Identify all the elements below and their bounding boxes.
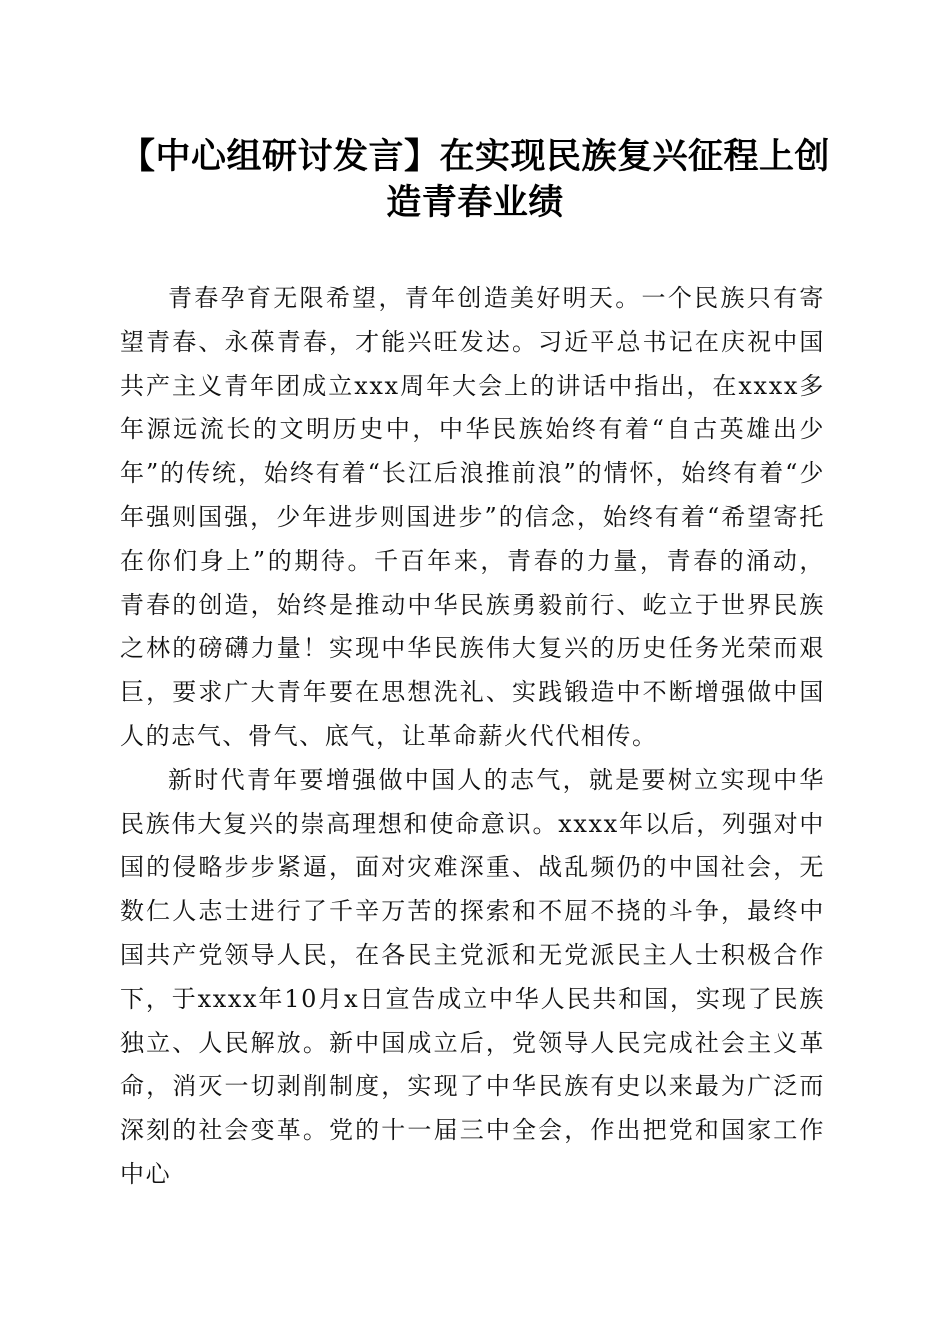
paragraph-1: 青春孕育无限希望，青年创造美好明天。一个民族只有寄望青春、永葆青春，才能兴旺发达。习近平总书记在庆祝中国共产主义青年团成立xxx周年大会上的讲话中指出，在xxxx多年源远流长的文明历史中，中华民族始终有着“自古英雄出少年”的传统，始终有着“长江后浪推前浪”的情怀，始终有着“少年强则国强，少年进步则国进步”的信念，始终有着“希望寄托在你们身上”的期待。千百年来，青春的力量，青春的涌动，青春的创造，始终是推动中华民族勇毅前行、屹立于世界民族之林的磅礴力量！实现中华民族伟大复兴的历史任务光荣而艰巨，要求广大青年要在思想洗礼、实践锻造中不断增强做中国人的志气、骨气、底气，让革命薪火代代相传。 <box>120 284 825 750</box>
document-title: 【中心组研讨发言】在实现民族复兴征程上创造青春业绩 <box>119 136 830 223</box>
paragraph-2: 新时代青年要增强做中国人的志气，就是要树立实现中华民族伟大复兴的崇高理想和使命意识。xxxx年以后，列强对中国的侵略步步紧逼，面对灾难深重、战乱频仍的中国社会，无数仁人志士进行了千辛万苦的探索和不屈不挠的斗争，最终中国共产党领导人民，在各民主党派和无党派民主人士积极合作下，于xxxx年10月x日宣告成立中华人民共和国，实现了民族独立、人民解放。新中国成立后，党领导人民完成社会主义革命，消灭一切剥削制度，实现了中华民族有史以来最为广泛而深刻的社会变革。党的十一届三中全会，作出把党和国家工作中心 <box>120 765 825 1188</box>
document-body <box>120 277 825 1197</box>
